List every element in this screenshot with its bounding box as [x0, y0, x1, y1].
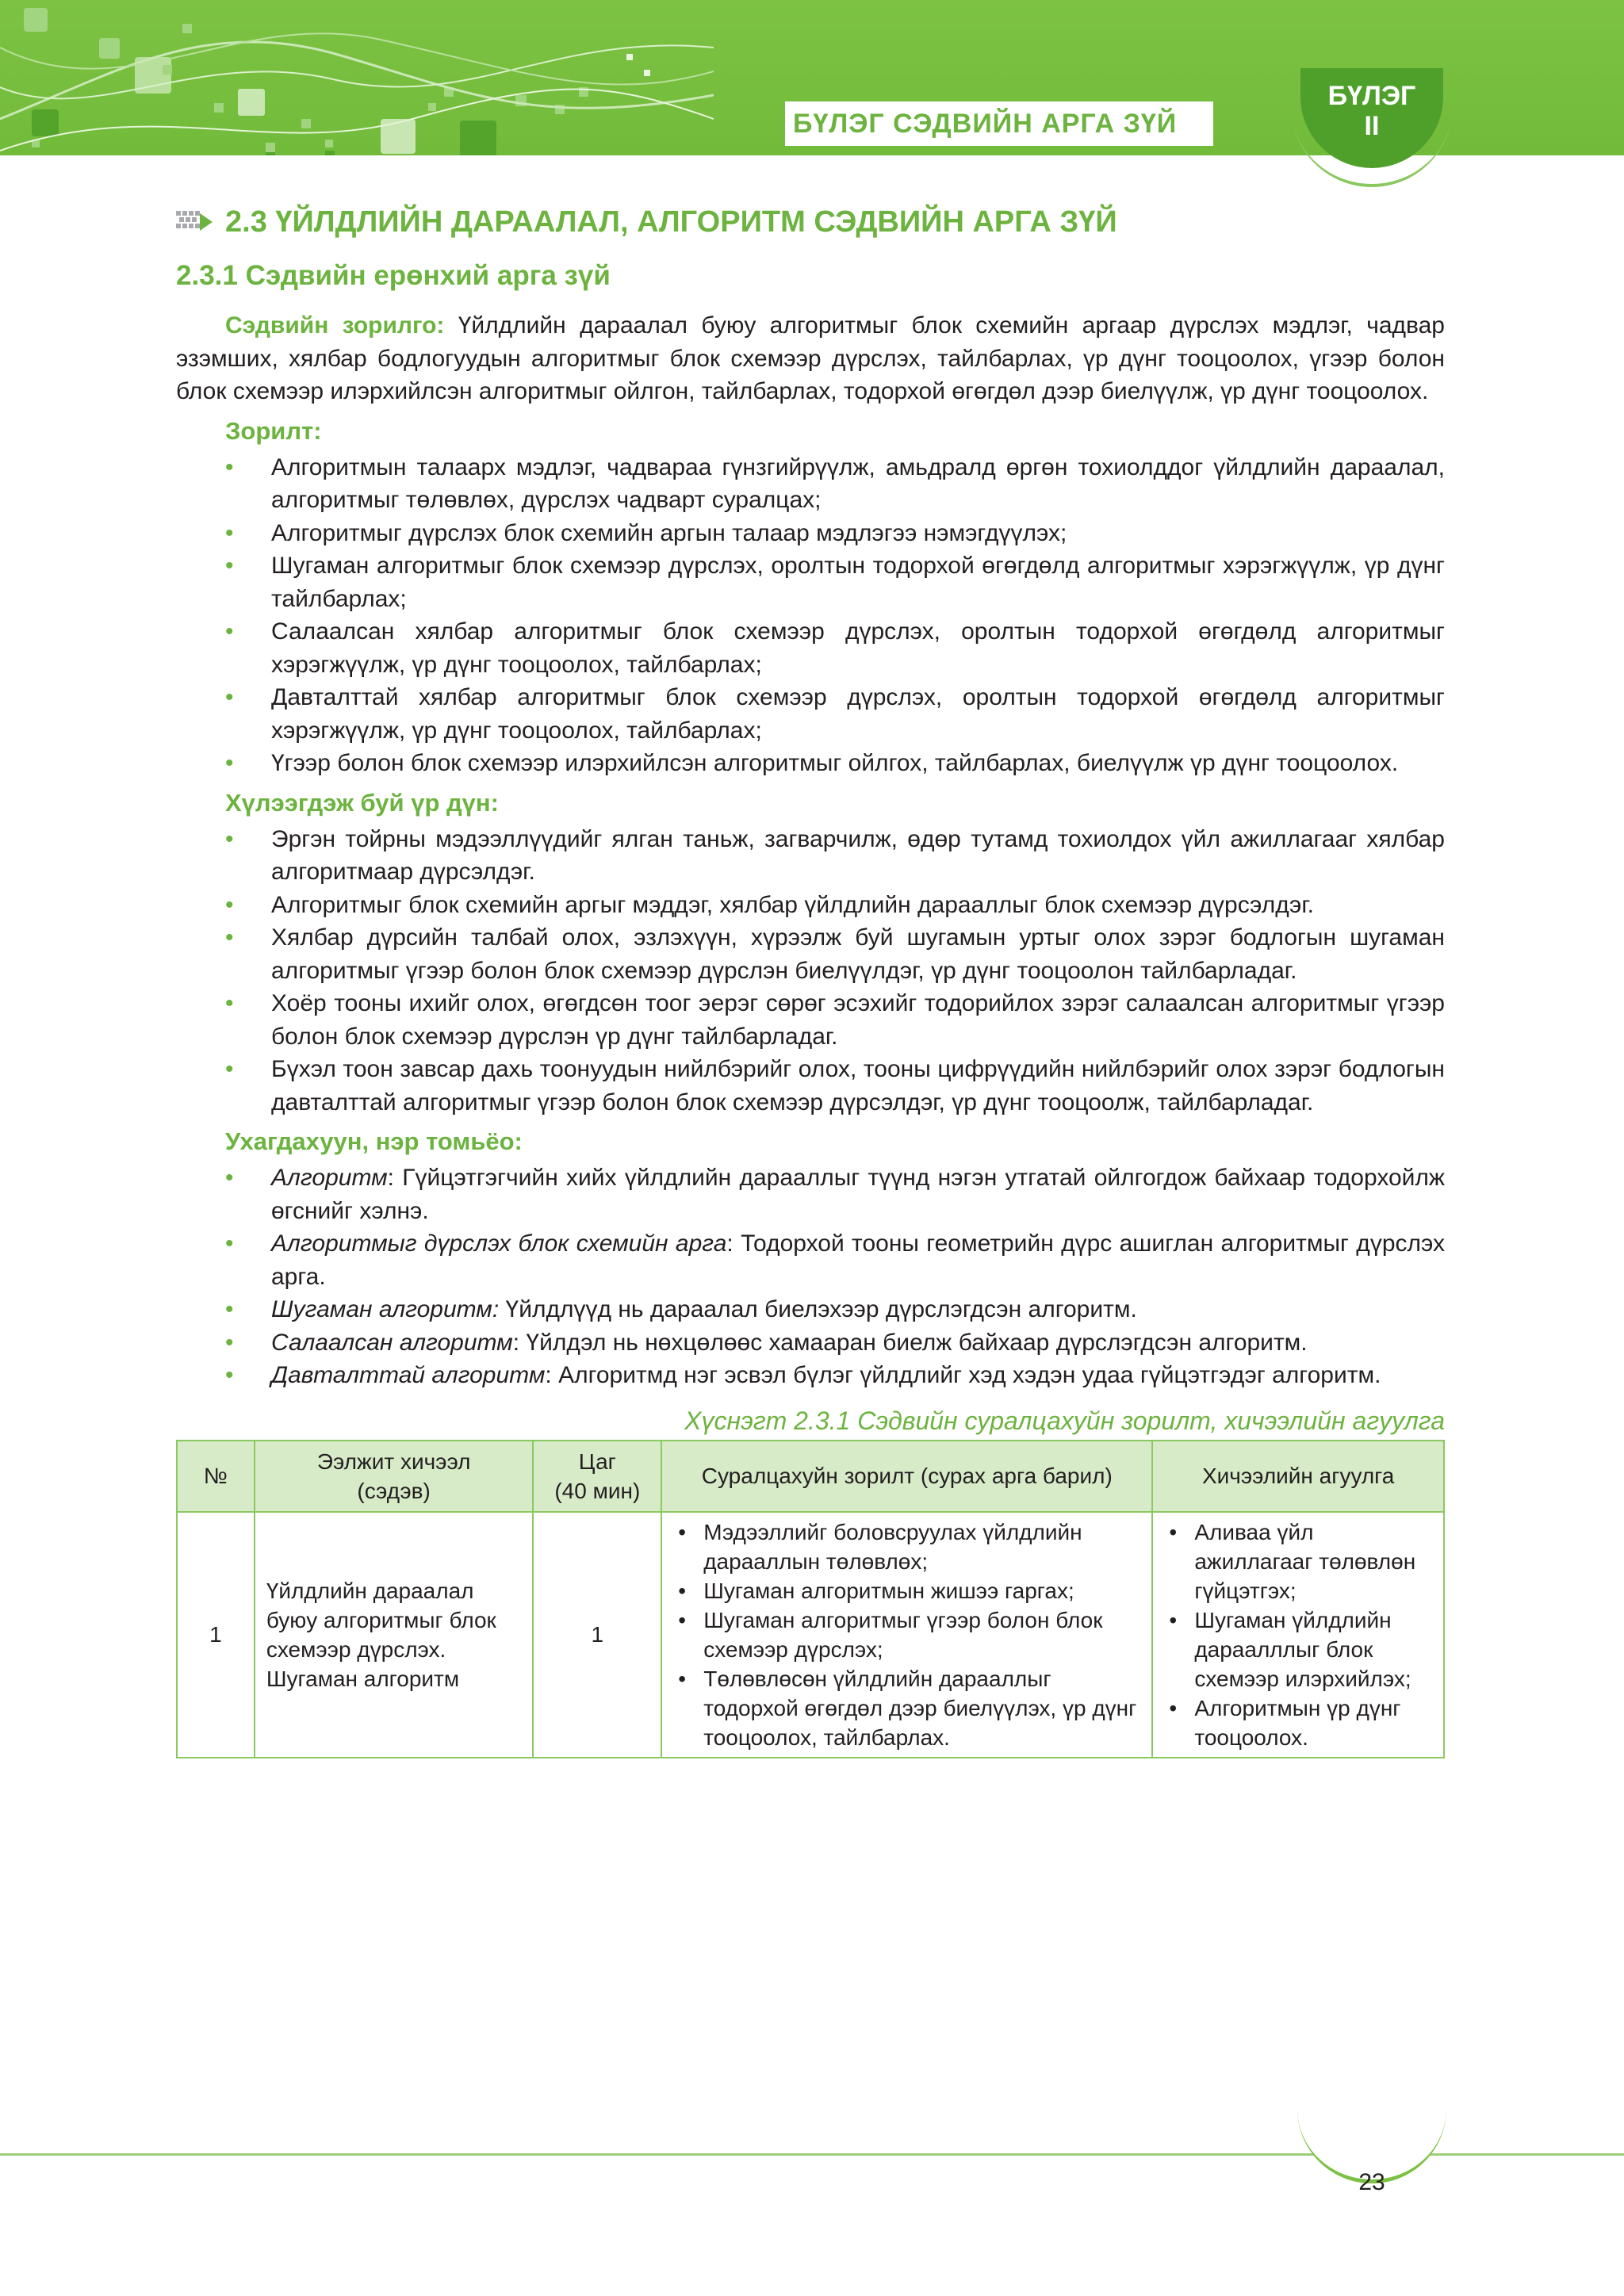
list-item: • Шугаман алгоритмыг үгээр болон блок схемээр дүрслэх; — [670, 1605, 1143, 1664]
bullet-icon: • — [225, 990, 234, 1016]
header-objectives: Суралцахуйн зорилт (сурах арга барил) — [661, 1441, 1152, 1512]
concepts-heading: Ухагдахуун, нэр томьёо: — [225, 1127, 523, 1155]
concept-term: Давталттай алгоритм — [271, 1362, 546, 1388]
cell-lesson: Үйлдлийн дараалал буюу алгоритмыг блок схемээр дүрслэх. Шугаман алгоритм — [255, 1512, 534, 1758]
header-title: БҮЛЭГ СЭДВИЙН АРГА ЗҮЙ — [785, 101, 1213, 146]
bullet-icon: • — [225, 825, 234, 852]
objectives-heading: Зорилт: — [225, 416, 322, 445]
list-item: • Салаалсан хялбар алгоритмыг блок схемээр дүрслэх, оролтын тодорхой өгөгдөлд алгоритмыг хэрэгжүүлж, үр дүнг тооцоолох, тайлбарлах; — [176, 615, 1445, 681]
list-item — [176, 1227, 1445, 1293]
decorative-pattern — [0, 0, 714, 174]
list-item: • Хоёр тооны ихийг олох, өгөгдсөн тоог эерэг сөрөг эсэхийг тодорийлох зэрэг салаалсан алгоритмыг үгээр болон блок схемээр дүрслэн үр дүнг тайлбарладаг. — [176, 987, 1445, 1053]
list-item: • Бүхэл тоон завсар дахь тоонуудын нийлбэрийг олох, тооны цифрүүдийн нийлбэрийг олох зэрэг бодлогын давталттай алгоритмыг үгээр болон блок схемээр дүрсэлдэг, үр дүнг тооцоолж, тайлбарладаг. — [176, 1053, 1445, 1119]
bullet-icon: • — [225, 618, 234, 645]
intro-text: Үйлдлийн дараалал буюу алгоритмыг блок схемийн аргаар дүрслэх мэдлэг, чадвар эзэмших, хялбар бодлогуудын алгоритмыг блок схемээр дүрслэх, тайлбарлах, үр дүнг тооцоолох, үгээр болон блок схемээр илэрхийлсэн алгоритмыг ойлгон, тайлбарлах, тодорхой өгөгдөл дээр биелүүлж, үр дүнг тооцоолох. — [176, 312, 1445, 404]
list-item: • Алгоритмын үр дүнг тооцоолох. — [1161, 1693, 1435, 1752]
outcomes-heading: Хүлээгдэж буй үр дүн: — [225, 788, 499, 817]
cell-content — [1152, 1512, 1444, 1758]
page-number: 23 — [1358, 2169, 1385, 2195]
section-arrow-icon — [176, 209, 214, 235]
list-item: • Алгоритмыг дүрслэх блок схемийн аргын талаар мэдлэгээ нэмэгдүүлэх; — [176, 517, 1445, 550]
list-item: • Аливаа үйл ажиллагааг төлөвлөн гүйцэтгэх; — [1161, 1517, 1435, 1605]
table-row — [177, 1512, 1444, 1758]
bullet-icon: • — [225, 453, 234, 480]
bullet-icon: • — [225, 684, 234, 710]
bullet-icon: • — [225, 553, 234, 579]
list-item: • Шугаман үйлдлийн дараалллыг блок схемээр илэрхийлэх; — [1161, 1605, 1435, 1693]
cell-objectives — [661, 1512, 1152, 1758]
bullet-icon: • — [225, 891, 234, 918]
list-item: • Мэдээллийг боловсруулах үйлдлийн дарааллын төлөвлөх; — [670, 1517, 1143, 1576]
header-content: Хичээлийн агуулга — [1152, 1441, 1444, 1512]
list-item: • Давталттай хялбар алгоритмыг блок схемээр дүрслэх, оролтын тодорхой өгөгдөлд алгоритмыг хэрэгжүүлж, үр дүнг тооцоолох, тайлбарлах; — [176, 681, 1445, 747]
concept-definition: : Алгоритмд нэг эсвэл бүлэг үйлдлийг хэд хэдэн удаа гүйцэтгэдэг алгоритм. — [545, 1362, 1381, 1388]
list-item: • Шугаман алгоритмыг блок схемээр дүрслэх, оролтын тодорхой өгөгдөлд алгоритмыг хэрэгжүүлж, үр дүнг тайлбарлах; — [176, 549, 1445, 615]
concept-definition: : Үйлдэл нь нөхцөлөөс хамааран биелж байхаар дүрслэгдсэн алгоритм. — [512, 1329, 1308, 1356]
bullet-icon: • — [225, 750, 234, 776]
bullet-icon: • — [225, 1056, 234, 1082]
table-caption: Хүснэгт 2.3.1 Сэдвийн суралцахуйн зорилт, хичээлийн агуулга — [684, 1406, 1445, 1435]
bullet-icon: • — [225, 1296, 234, 1322]
header-no: № — [177, 1441, 255, 1512]
list-item: • Төлөвлөсөн үйлдлийн дарааллыг тодорхой өгөгдөл дээр биелүүлэх, үр дүнг тооцоолох, тайлбарлах. — [670, 1664, 1143, 1752]
list-item: • Алгоритмыг блок схемийн аргыг мэддэг, хялбар үйлдлийн дарааллыг блок схемээр дүрсэлдэг. — [176, 889, 1445, 922]
bullet-icon: • — [225, 1230, 234, 1257]
table-header-row — [177, 1441, 1444, 1512]
list-item — [176, 1161, 1445, 1227]
concept-term: Салаалсан алгоритм — [271, 1329, 513, 1356]
objectives-list — [176, 451, 1445, 780]
subsection-title: 2.3.1 Сэдвийн ерөнхий арга зүй — [176, 260, 611, 291]
main-content — [176, 198, 1445, 1758]
intro-paragraph — [176, 309, 1445, 408]
cell-no: 1 — [177, 1512, 255, 1758]
chapter-word: БҮЛЭГ — [1327, 81, 1416, 111]
section-title — [176, 198, 1445, 246]
list-item — [176, 1293, 1445, 1326]
outcomes-list — [176, 823, 1445, 1119]
intro-label: Сэдвийн зорилго: — [225, 312, 445, 339]
concepts-list — [176, 1161, 1445, 1392]
list-item — [176, 1359, 1445, 1392]
header-lesson: Ээлжит хичээл (сэдэв) — [255, 1441, 534, 1512]
header-hours: Цаг (40 мин) — [533, 1441, 661, 1512]
bullet-icon: • — [225, 924, 234, 951]
concept-definition: : Тодорхой тооны геометрийн дүрс ашиглан алгоритмыг дүрслэх арга. — [271, 1230, 1445, 1290]
section-title-text: 2.3 ҮЙЛДЛИЙН ДАРААЛАЛ, АЛГОРИТМ СЭДВИЙН АРГА ЗҮЙ — [225, 205, 1117, 239]
list-item: • Үгээр болон блок схемээр илэрхийлсэн алгоритмыг ойлгох, тайлбарлах, биелүүлж үр дүнг тооцоолох. — [176, 747, 1445, 780]
concept-term: Алгоритм — [271, 1165, 388, 1191]
concept-definition: Үйлдлүүд нь дараалал биелэхээр дүрслэгдсэн алгоритм. — [499, 1296, 1137, 1322]
bullet-icon: • — [225, 1329, 234, 1356]
concept-term: Шугаман алгоритм: — [271, 1296, 500, 1322]
list-item: • Шугаман алгоритмын жишээ гаргах; — [670, 1576, 1143, 1605]
bullet-icon: • — [225, 1362, 234, 1388]
cell-hours: 1 — [533, 1512, 661, 1758]
concept-definition: : Гүйцэтгэгчийн хийх үйлдлийн дарааллыг түүнд нэгэн утгатай ойлгогдож байхаар тодорхойлж өгснийг хэлнэ. — [271, 1165, 1445, 1224]
list-item — [176, 1326, 1445, 1360]
bullet-icon: • — [225, 519, 234, 546]
list-item: • Алгоритмын талаарх мэдлэг, чадвараа гүнзгийрүүлж, амьдралд өргөн тохиолддог үйлдлийн дараалал, алгоритмыг төлөвлөх, дүрслэх чадварт суралцах; — [176, 451, 1445, 517]
lesson-table — [176, 1440, 1445, 1758]
list-item: • Эргэн тойрны мэдээллүүдийг ялган таньж, загварчилж, өдөр тутамд тохиолдох үйл ажиллагааг хялбар алгоритмаар дүрсэлдэг. — [176, 823, 1445, 889]
concept-term: Алгоритмыг дүрслэх блок схемийн арга — [271, 1230, 727, 1257]
bullet-icon: • — [225, 1165, 234, 1191]
list-item: • Хялбар дүрсийн талбай олох, эзлэхүүн, хүрээлж буй шугамын уртыг олох зэрэг бодлогын шугаман алгоритмыг үгээр болон блок схемээр дүрслэн биелүүлдэг, үр дүнг тооцоолон тайлбарладаг. — [176, 921, 1445, 987]
chapter-number: II — [1364, 111, 1380, 141]
